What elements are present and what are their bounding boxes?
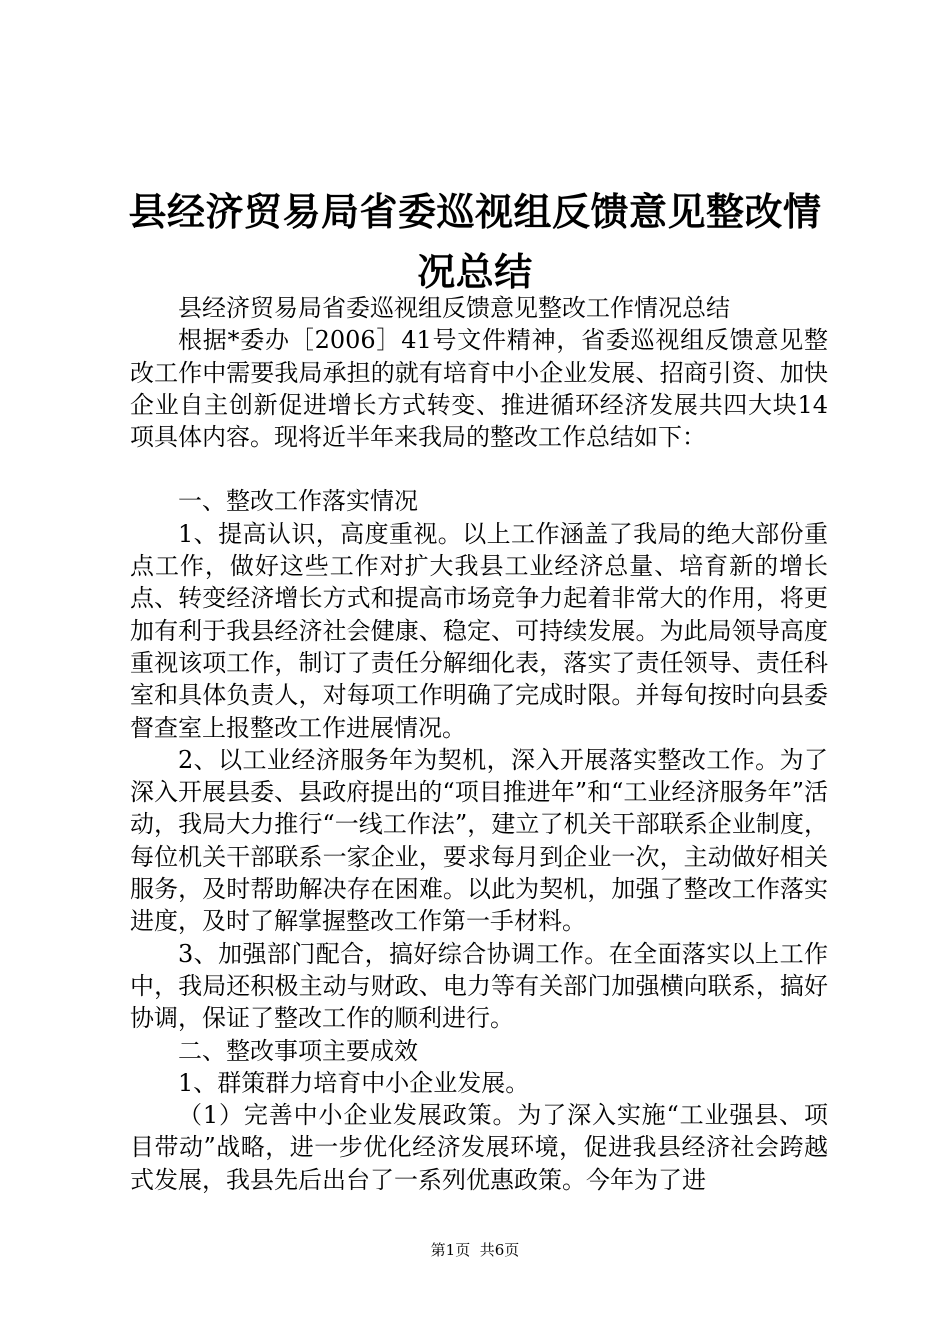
paragraph-subheading-1: 1、群策群力培育中小企业发展。 [178, 1068, 530, 1097]
paragraph-item-1: 1、提高认识，高度重视。以上工作涵盖了我局的绝大部份重点工作，做好这些工作对扩大我县工业经济总量、培育新的增长点、转变经济增长方式和提高市场竞争力起着非常大的作用，将更加有利于我县经济社会健康、稳定、可持续发展。为此局领导高度重视该项工作，制订了责任分解细化表，落实了责任领导、责任科室和具体负责人，对每项工作明确了完成时限。并每旬按时向县委督查室上报整改工作进展情况。 [130, 519, 828, 742]
document-title: 县经济贸易局省委巡视组反馈意见整改情况总结 [128, 189, 822, 294]
section-heading-2: 二、整改事项主要成效 [178, 1036, 418, 1065]
paragraph-item-3: 3、加强部门配合，搞好综合协调工作。在全面落实以上工作中，我局还积极主动与财政、电力等有关部门加强横向联系，搞好协调，保证了整改工作的顺利进行。 [130, 939, 828, 1033]
page-number: 第1页 [430, 1241, 471, 1259]
document-body [130, 292, 828, 1196]
section-heading-1: 一、整改工作落实情况 [178, 487, 418, 516]
paragraph-subtitle: 县经济贸易局省委巡视组反馈意见整改工作情况总结 [178, 294, 730, 322]
paragraph-subitem-1: （1）完善中小企业发展政策。为了深入实施“工业强县、项目带动”战略，进一步优化经济发展环境，促进我县经济社会跨越式发展，我县先后出台了一系列优惠政策。今年为了进 [130, 1101, 828, 1194]
paragraph-item-2: 2、以工业经济服务年为契机，深入开展落实整改工作。为了深入开展县委、县政府提出的“项目推进年”和“工业经济服务年”活动，我局大力推行“一线工作法”，建立了机关干部联系企业制度，每位机关干部联系一家企业，要求每月到企业一次，主动做好相关服务，及时帮助解决存在困难。以此为契机，加强了整改工作落实进度，及时了解掌握整改工作第一手材料。 [130, 745, 828, 936]
paragraph-intro: 根据*委办［2006］41号文件精神，省委巡视组反馈意见整改工作中需要我局承担的就有培育中小企业发展、招商引资、加快企业自主创新促进增长方式转变、推进循环经济发展共四大块14项具体内容。现将近半年来我局的整改工作总结如下： [130, 326, 828, 452]
page-footer [0, 1240, 950, 1260]
page-total: 共6页 [479, 1241, 520, 1259]
